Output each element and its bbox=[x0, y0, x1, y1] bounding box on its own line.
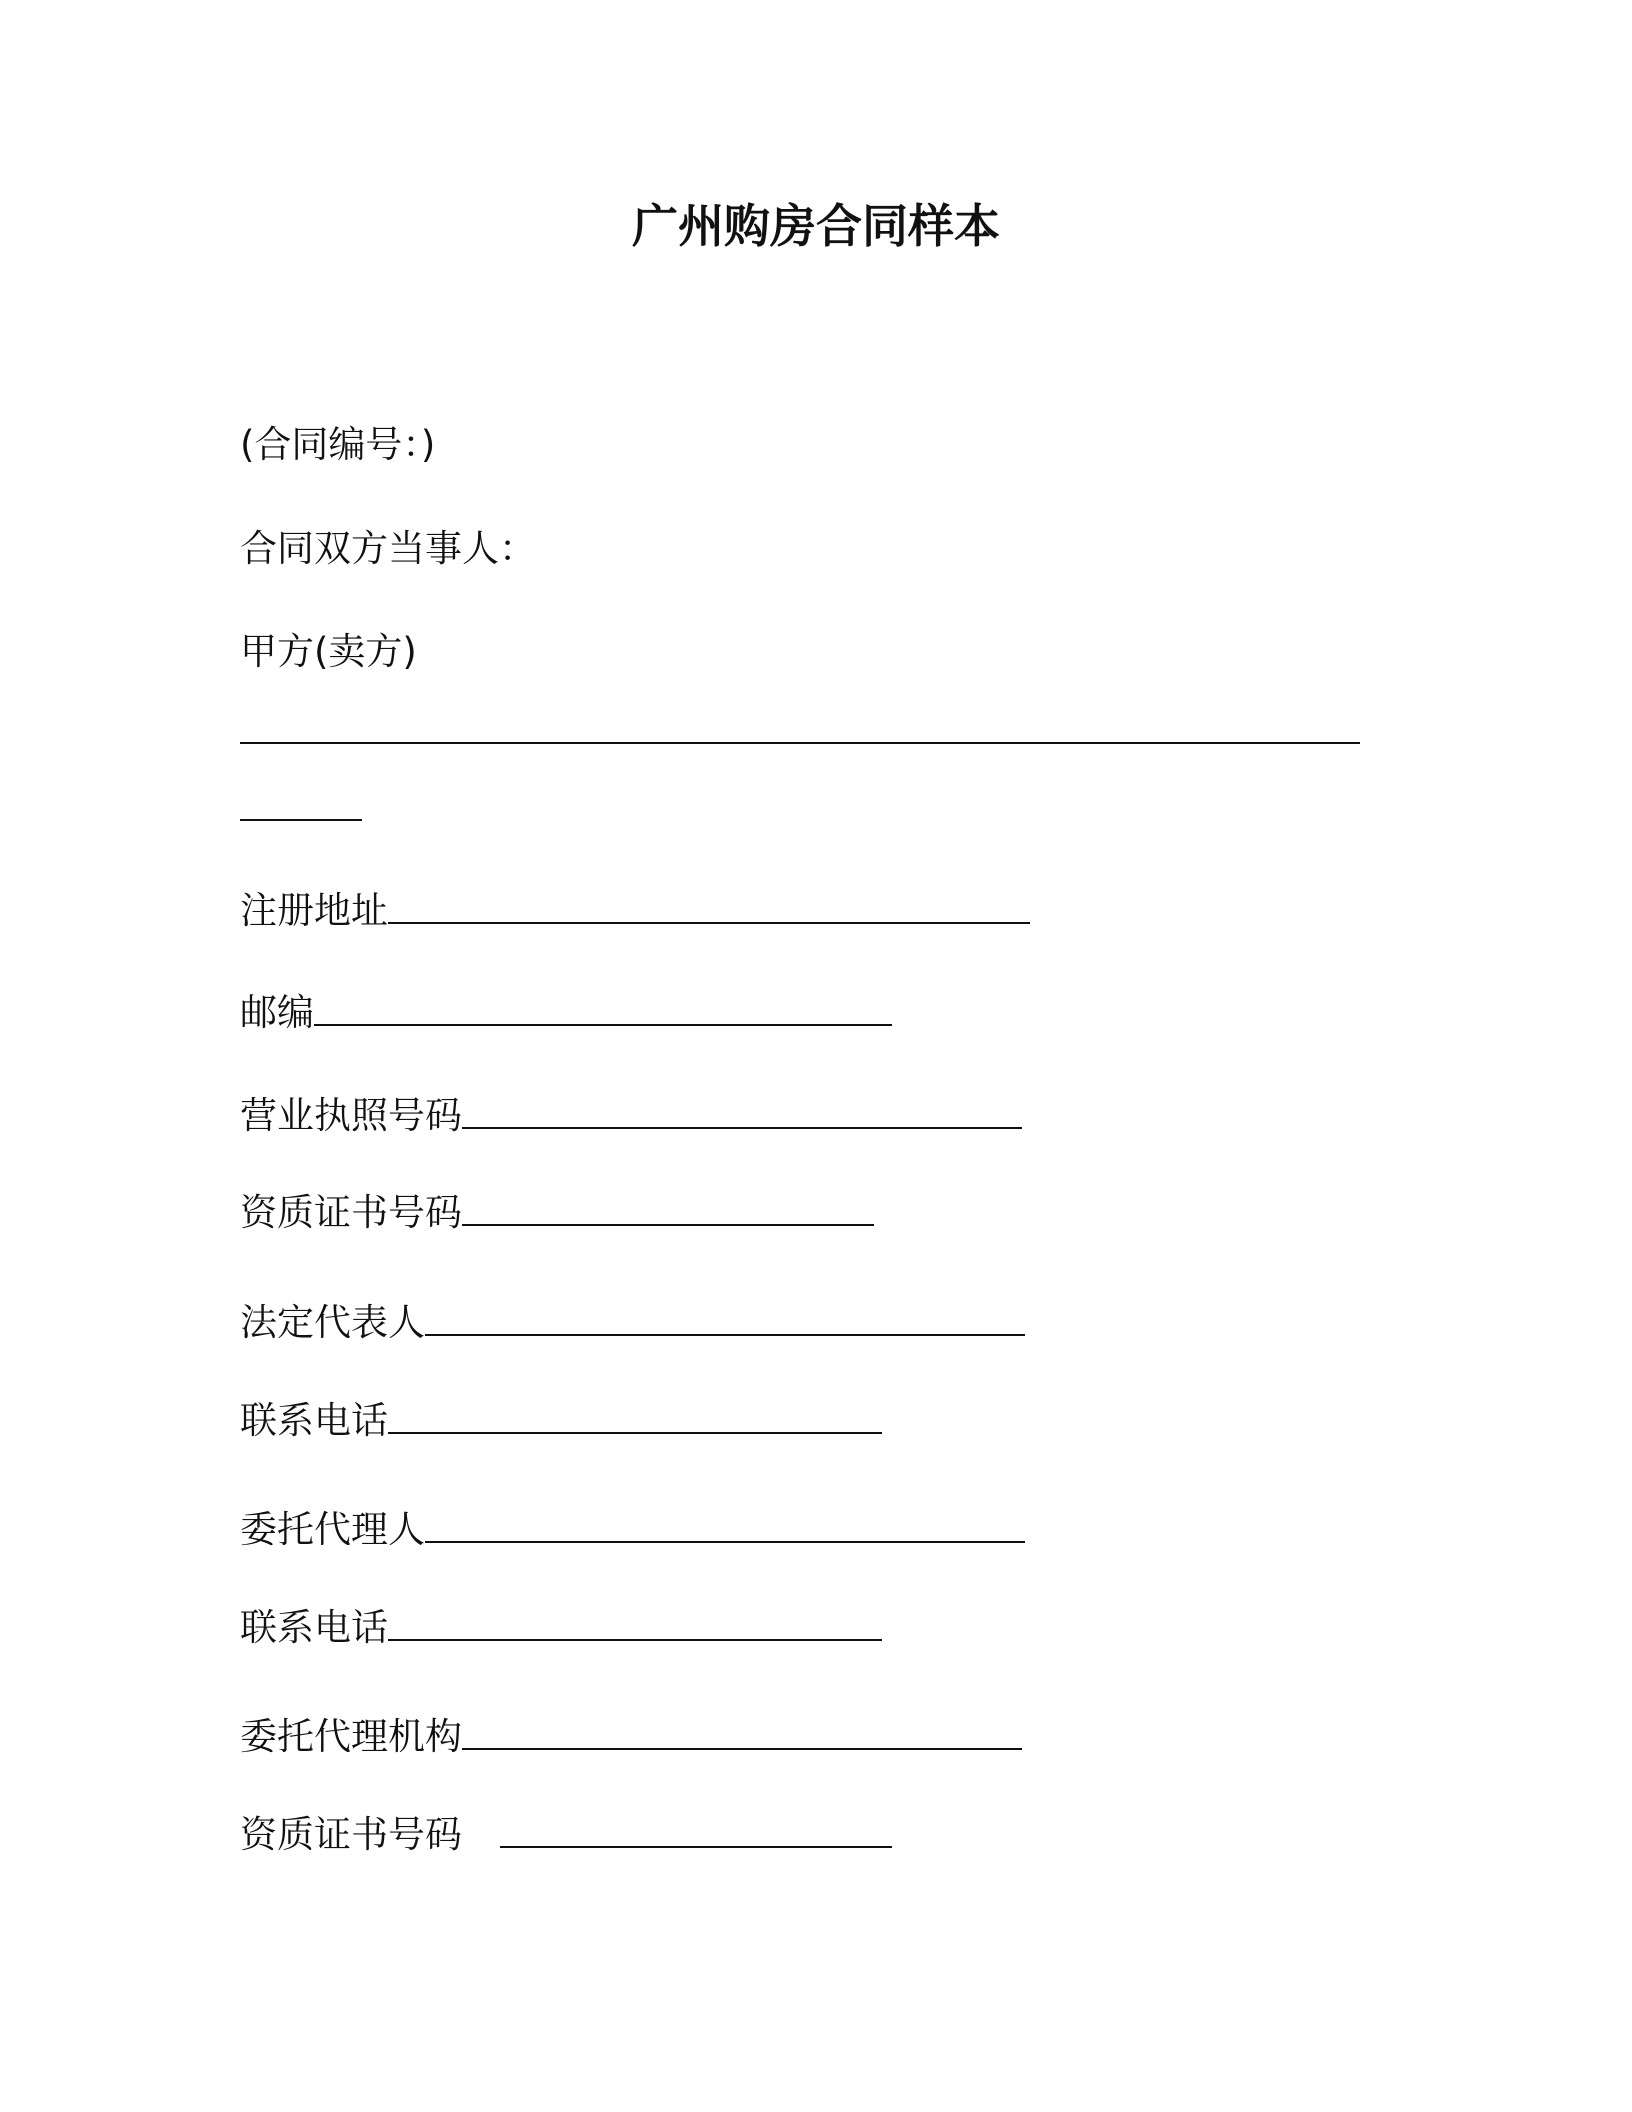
postcode-label: 邮编 bbox=[240, 991, 314, 1034]
agency-field[interactable] bbox=[240, 1712, 1022, 1762]
contact-phone-blank-1[interactable] bbox=[388, 1432, 882, 1434]
qualification-cert-label: 资质证书号码 bbox=[240, 1191, 462, 1234]
contact-phone-label-1: 联系电话 bbox=[240, 1399, 388, 1442]
authorized-agent-blank[interactable] bbox=[425, 1541, 1025, 1543]
business-license-label: 营业执照号码 bbox=[240, 1094, 462, 1137]
agency-label: 委托代理机构 bbox=[240, 1715, 462, 1758]
agency-qualification-field[interactable] bbox=[240, 1810, 892, 1860]
legal-representative-label: 法定代表人 bbox=[240, 1301, 425, 1344]
registered-address-label: 注册地址 bbox=[240, 889, 388, 932]
registered-address-field[interactable] bbox=[240, 886, 1030, 936]
party-a-name-blank[interactable] bbox=[240, 742, 1360, 744]
authorized-agent-label: 委托代理人 bbox=[240, 1508, 425, 1551]
party-a-name-field[interactable] bbox=[240, 706, 1360, 756]
postcode-blank[interactable] bbox=[314, 1024, 892, 1026]
postcode-field[interactable] bbox=[240, 988, 892, 1038]
contract-number: (合同编号：) bbox=[240, 423, 436, 466]
authorized-agent-field[interactable] bbox=[240, 1505, 1025, 1555]
agency-blank[interactable] bbox=[462, 1748, 1022, 1750]
contact-phone-field-2[interactable] bbox=[240, 1603, 882, 1653]
party-a-name-blank-continued[interactable] bbox=[240, 819, 362, 821]
business-license-field[interactable] bbox=[240, 1091, 1022, 1141]
business-license-blank[interactable] bbox=[462, 1127, 1022, 1129]
registered-address-blank[interactable] bbox=[388, 922, 1030, 924]
contact-phone-label-2: 联系电话 bbox=[240, 1606, 388, 1649]
agency-qualification-blank[interactable] bbox=[500, 1846, 892, 1848]
party-a-heading: 甲方(卖方) bbox=[240, 630, 417, 673]
party-a-name-continuation[interactable] bbox=[240, 783, 362, 833]
contact-phone-field-1[interactable] bbox=[240, 1396, 882, 1446]
legal-representative-field[interactable] bbox=[240, 1298, 1025, 1348]
qualification-cert-blank[interactable] bbox=[462, 1224, 874, 1226]
contact-phone-blank-2[interactable] bbox=[388, 1639, 882, 1641]
agency-qualification-label: 资质证书号码 bbox=[240, 1813, 462, 1856]
legal-representative-blank[interactable] bbox=[425, 1334, 1025, 1336]
parties-heading: 合同双方当事人： bbox=[240, 527, 536, 570]
document-title: 广州购房合同样本 bbox=[632, 199, 1000, 253]
qualification-cert-field[interactable] bbox=[240, 1188, 874, 1238]
